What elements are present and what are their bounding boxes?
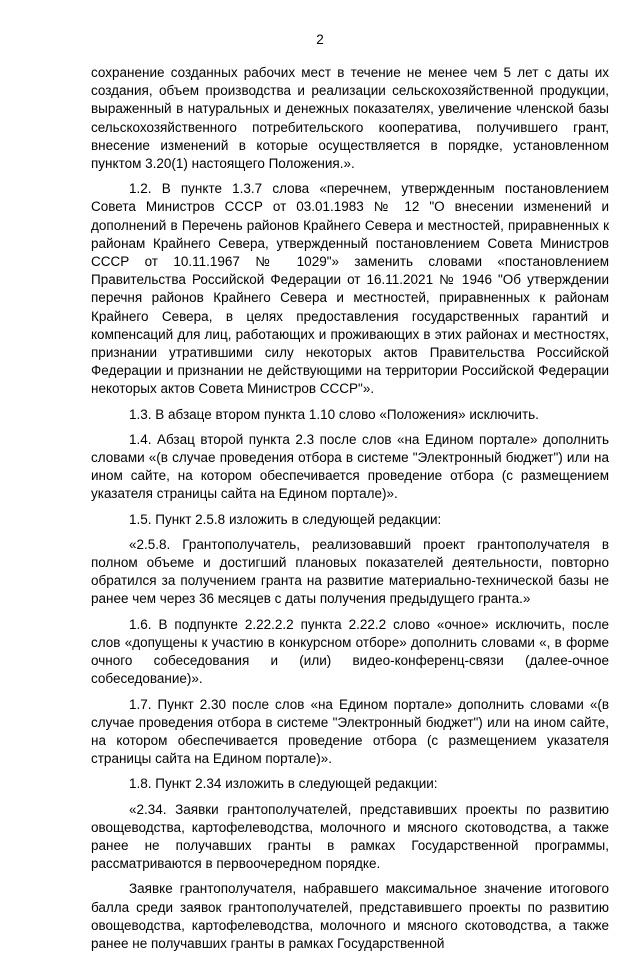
document-body [91,64,609,960]
paragraph-1-8: 1.8. Пункт 2.34 изложить в следующей редакции: [129,776,438,792]
paragraph-1-6: 1.6. В подпункте 2.22.2.2 пункта 2.22.2 слово «очное» исключить, после слов «допущены к участию в конкурсном отборе» дополнить словами «, в форме очного собеседования и (или) видео-конференц-связи (далее-очное собеседование)». [91,616,609,687]
paragraph-2-34-second: Заявке грантополучателя, набравшего максимальное значение итогового балла среди заявок грантополучателей, представившего проекты по развитию овощеводства, картофелеводства, молочного и мясного скотоводства, а также ранее не получавших гранты в рамках Государственной [91,881,609,951]
paragraph-2-5-8: «2.5.8. Грантополучатель, реализовавший проект грантополучателя в полном объеме и достигший плановых показателей деятельности, повторно обратился за получением гранта на развитие материально-технической базы не ранее чем через 36 месяцев с даты получения предыдущего гранта.» [91,536,609,607]
paragraph-2-34: «2.34. Заявки грантополучателей, представивших проекты по развитию овощеводства, картофелеводства, молочного и мясного скотоводства, а также ранее не получавших гранты в рамках Государственной программы, рассматриваются в первоочередном порядке. [91,801,609,872]
paragraph-1-4: 1.4. Абзац второй пункта 2.3 после слов «на Едином портале» дополнить словами «(в случае проведения отбора в системе "Электронный бюджет") или на ином сайте, на котором обеспечивается проведение отбора (с размещением указателя страницы сайта на Едином портале)». [91,431,609,502]
paragraph-1-2: 1.2. В пункте 1.3.7 слова «перечнем, утвержденным постановлением Совета Министров СССР от 03.01.1983 № 12 "О внесении изменений и дополнений в Перечень районов Крайнего Севера и местностей, приравненных к районам Крайнего Севера, утвержденный постановлением Совета Министров СССР от 10.11.1967 № 1029"» заменить словами «постановлением Правительства Российской Федерации от 16.11.2021 № 1946 "Об утверждении перечня районов Крайнего Севера и местностей, приравненных к районам Крайнего Севера, в целях предоставления государственных гарантий и компенсаций для лиц, работающих и проживающих в этих районах и местностях, признании утратившими силу некоторых актов Правительства Российской Федерации и признании не действующими на территории Российской Федерации некоторых актов Совета Министров СССР"». [91,181,609,397]
paragraph-1-5: 1.5. Пункт 2.5.8 изложить в следующей редакции: [129,511,442,527]
paragraph-1-7: 1.7. Пункт 2.30 после слов «на Едином портале» дополнить словами «(в случае проведения отбора в системе "Электронный бюджет") или на ином сайте, на котором обеспечивается проведение отбора (с размещением указателя страницы сайта на Едином портале)». [91,696,609,767]
page-number: 2 [316,32,324,47]
paragraph-1-3: 1.3. В абзаце втором пункта 1.10 слово «Положения» исключить. [129,406,539,422]
paragraph-continuation: сохранение созданных рабочих мест в течение не менее чем 5 лет с даты их создания, объем производства и реализации сельскохозяйственной продукции, выраженный в натуральных и денежных показателях, увеличение членской базы сельскохозяйственного потребительского кооператива, получившего грант, внесение изменений в которые осуществляется в порядке, установленном пунктом 3.20(1) настоящего Положения.». [91,65,609,172]
